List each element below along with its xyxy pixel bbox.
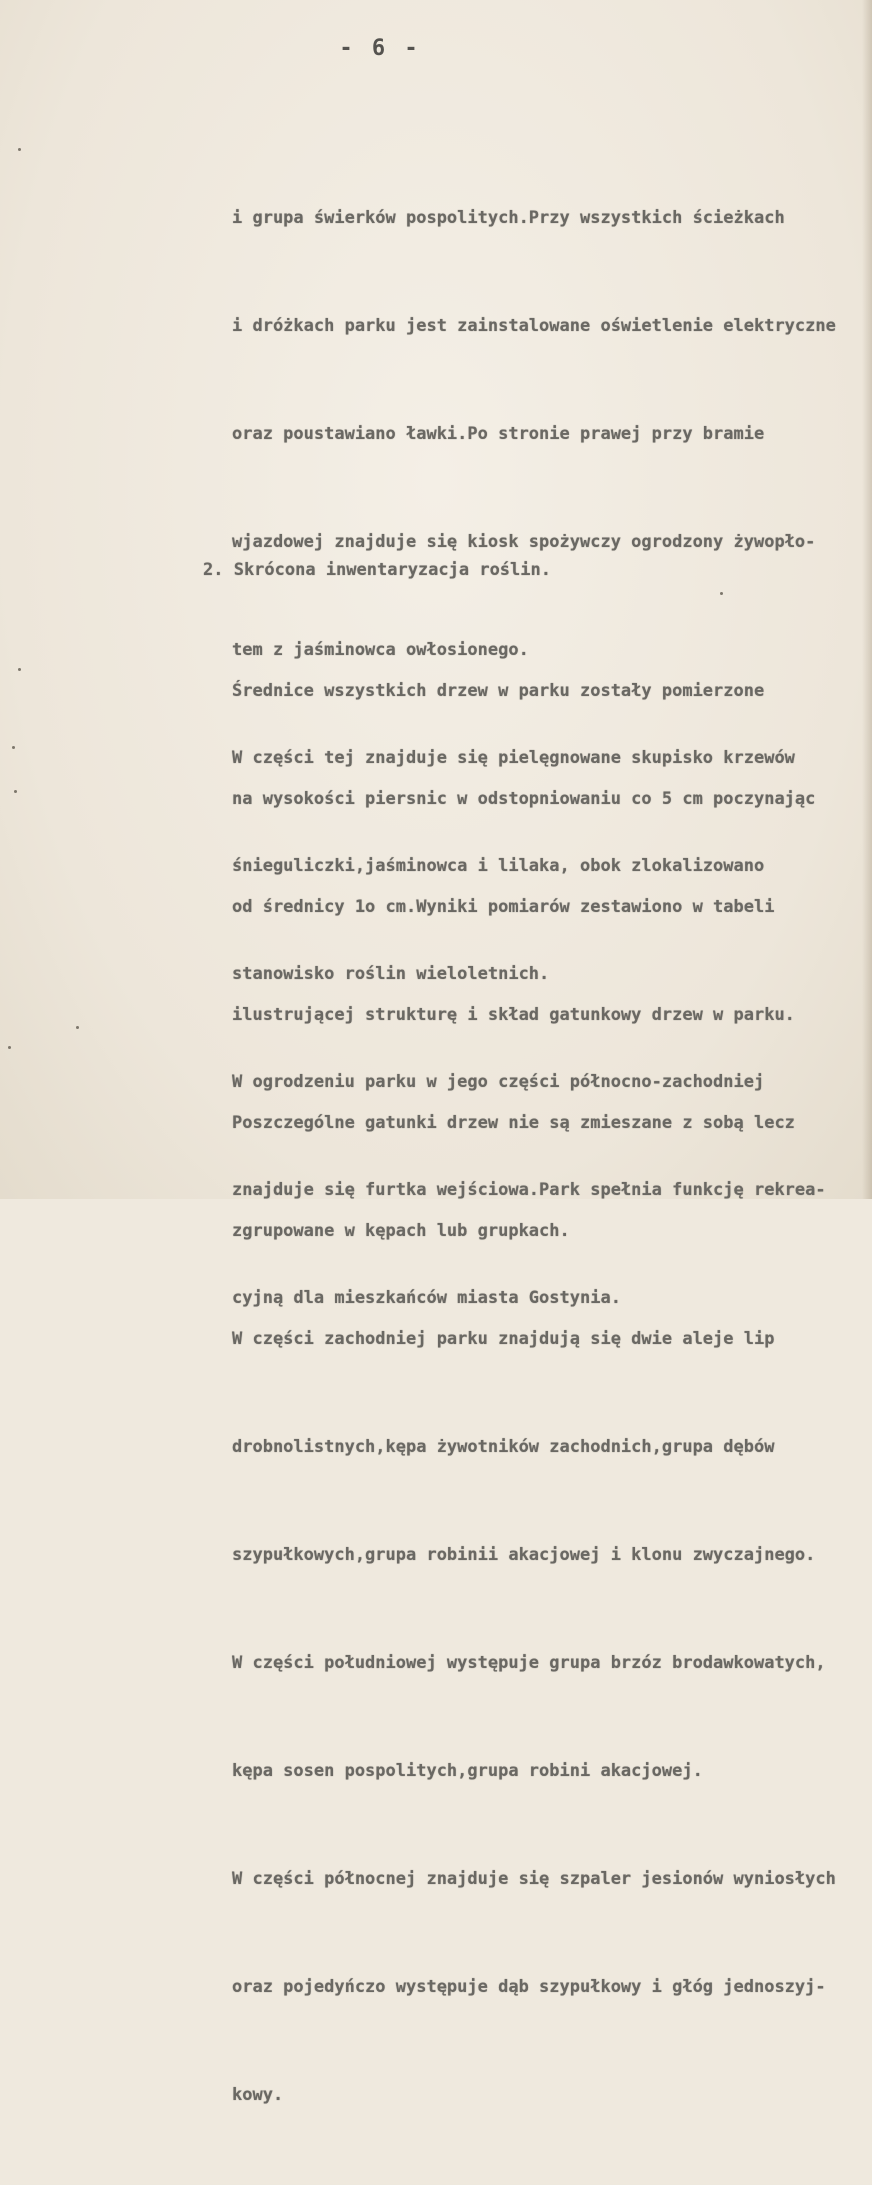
text-line: kowy. [232,2085,284,2105]
paper-speck [14,790,17,793]
text-line: Poszczególne gatunki drzew nie są zmieszane z sobą lecz [232,1113,795,1133]
text-line: i grupa świerków pospolitych.Przy wszystkich ścieżkach [232,208,785,228]
text-line: ilustrującej strukturę i skład gatunkowy drzew w parku. [232,1005,795,1025]
text-line: oraz pojedyńczo występuje dąb szypułkowy i głóg jednoszyj- [232,1977,826,1997]
text-line: stanowisko roślin wieloletnich. [232,964,550,984]
text-line: szypułkowych,grupa robinii akacjowej i klonu zwyczajnego. [232,1545,816,1565]
paper-speck [18,148,21,151]
paper-speck [18,668,21,671]
text-line: drobnolistnych,kępa żywotników zachodnich,grupa dębów [232,1437,775,1457]
text-line: W części północnej znajduje się szpaler jesionów wyniosłych [232,1869,836,1889]
paper-edge-shadow [862,0,872,1199]
text-line: zgrupowane w kępach lub grupkach. [232,1221,570,1241]
text-line: cyjną dla mieszkańców miasta Gostynia. [232,1288,621,1308]
text-line: od średnicy 1o cm.Wyniki pomiarów zestawiono w tabeli [232,897,775,917]
paper-speck [12,746,15,749]
text-line: W części południowej występuje grupa brzóz brodawkowatych, [232,1653,826,1673]
text-line: znajduje się furtka wejściowa.Park spełnia funkcję rekrea- [232,1180,826,1200]
paragraph-plant-inventory [232,601,836,2185]
paper-speck [8,1046,11,1049]
text-line: na wysokości piersnic w odstopniowaniu co 5 cm poczynając [232,789,816,809]
text-line: W ogrodzeniu parku w jego części północno-zachodniej [232,1072,765,1092]
text-line: W części tej znajduje się pielęgnowane skupisko krzewów [232,748,795,768]
text-line: W części zachodniej parku znajdują się dwie aleje lip [232,1329,775,1349]
text-line: wjazdowej znajduje się kiosk spożywczy ogrodzony żywopło- [232,532,816,552]
text-line: tem z jaśminowca owłosionego. [232,640,529,660]
paper-speck [720,592,723,595]
text-line: oraz poustawiano ławki.Po stronie prawej przy bramie [232,424,765,444]
text-line: kępa sosen pospolitych,grupa robini akacjowej. [232,1761,703,1781]
text-line: Średnice wszystkich drzew w parku zostały pomierzone [232,681,765,701]
page-number: - 6 - [339,36,421,61]
text-line: i dróżkach parku jest zainstalowane oświetlenie elektryczne [232,316,836,336]
section-heading: 2. Skrócona inwentaryzacja roślin. [203,560,551,580]
paper-speck [76,1026,79,1029]
text-line: śnieguliczki,jaśminowca i lilaka, obok zlokalizowano [232,856,765,876]
